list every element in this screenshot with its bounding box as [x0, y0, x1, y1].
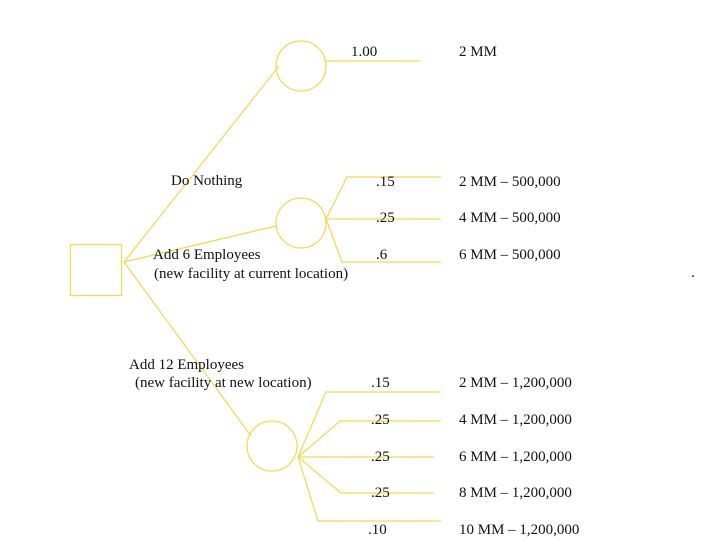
- probability-label: .15: [371, 375, 390, 391]
- option-sublabel-add-12: (new facility at new location): [135, 375, 312, 391]
- payoff-label: 2 MM – 1,200,000: [459, 375, 572, 391]
- payoff-label: 8 MM – 1,200,000: [459, 485, 572, 501]
- payoff-label: 2 MM – 500,000: [459, 174, 561, 190]
- probability-label: .25: [376, 210, 395, 226]
- option-label-add-12: Add 12 Employees: [129, 357, 244, 373]
- option-label-add-6: Add 6 Employees: [153, 247, 261, 263]
- payoff-label: 4 MM – 500,000: [459, 210, 561, 226]
- probability-label: .6: [376, 247, 388, 263]
- chance-node-3: [247, 421, 297, 471]
- decision-node-square: [71, 245, 122, 296]
- chance-node-1: [276, 41, 326, 91]
- probability-label: .10: [368, 522, 387, 538]
- outcome-line: [298, 392, 441, 457]
- probability-label: .15: [376, 174, 395, 190]
- stray-mark: .: [691, 265, 695, 281]
- probability-label: 1.00: [351, 44, 378, 60]
- branch-add-12: [124, 262, 251, 436]
- chance-node-2: [276, 198, 326, 248]
- payoff-label: 6 MM – 1,200,000: [459, 449, 572, 465]
- probability-label: .25: [371, 485, 390, 501]
- probability-label: .25: [371, 412, 390, 428]
- outcome-line: [298, 457, 434, 493]
- payoff-label: 10 MM – 1,200,000: [459, 522, 580, 538]
- probability-label: .25: [371, 449, 390, 465]
- option-label-do-nothing: Do Nothing: [171, 173, 243, 189]
- payoff-label: 2 MM: [459, 44, 497, 60]
- payoff-label: 4 MM – 1,200,000: [459, 412, 572, 428]
- option-sublabel-add-6: (new facility at current location): [154, 266, 349, 282]
- payoff-label: 6 MM – 500,000: [459, 247, 561, 263]
- outcome-line: [298, 457, 441, 521]
- branch-do-nothing: [124, 66, 279, 262]
- outcome-line: [298, 421, 441, 457]
